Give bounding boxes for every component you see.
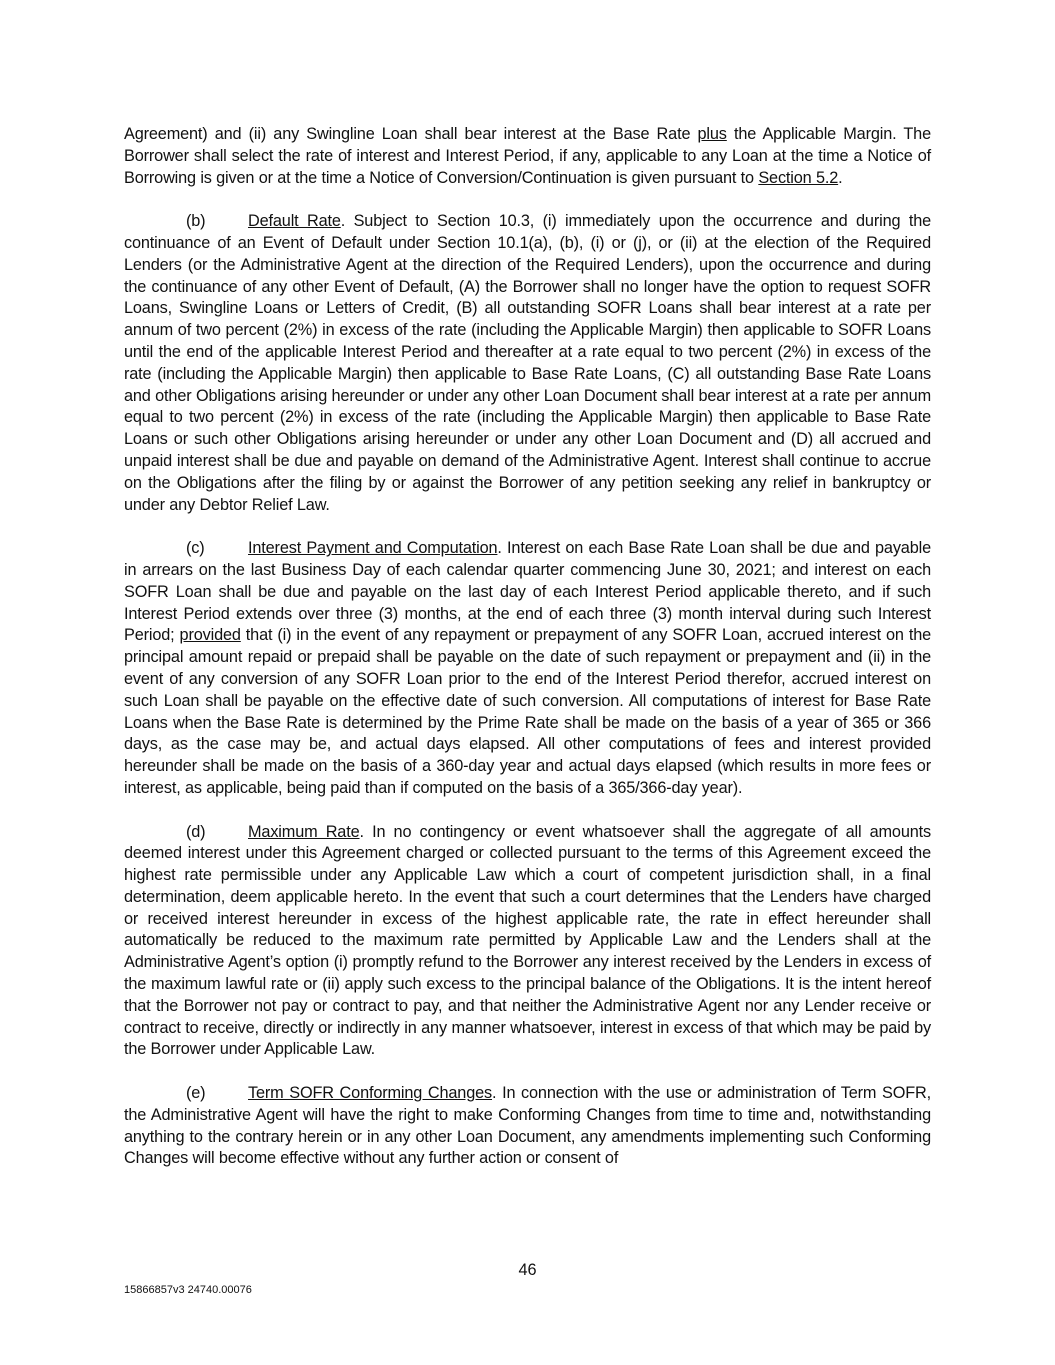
paragraph-c-interest-payment: (c) Interest Payment and Computation. Interest on each Base Rate Loan shall be due and payable in arrears on the last Business Day of each calendar quarter commencing June 30, 2021; and interest on each SOFR Loan shall be due and payable on the last day of each Interest Period applicable thereto, and if such Interest Period extends over three (3) months, at the end of each three (3) month interval during such Interest Period; provided that (i) in the event of any repayment or prepayment of any SOFR Loan, accrued interest on the principal amount repaid or prepaid shall be payable on the date of such repayment or prepayment and (ii) in the event of any conversion of any SOFR Loan prior to the end of the Interest Period therefor, accrued interest on such Loan shall be payable on the effective date of such conversion. All computations of interest for Base Rate Loans when the Base Rate is determined by the Prime Rate shall be made on the basis of a year of 365 or 366 days, as the case may be, and actual days elapsed. All other computations of fees and interest provided hereunder shall be made on the basis of a 360-day year and actual days elapsed (which results in more fees or interest, as applicable, being paid than if computed on the basis of a 365/366-day year). [124,539,932,797]
page-number: 46 [518,1261,537,1279]
paragraph-a-continuation: Agreement) and (ii) any Swingline Loan shall bear interest at the Base Rate plus the Applicable Margin. The Borrower shall select the rate of interest and Interest Period, if any, applicable to any Loan at the time a Notice of Borrowing is given or at the time a Notice of Conversion/Continuation is given pursuant to Section 5.2. [124,125,931,187]
paragraph-heading: Term SOFR Conforming Changes [248,1084,493,1103]
paragraph-heading: Interest Payment and Computation [248,539,498,558]
paragraph-d-maximum-rate: (d) Maximum Rate. In no contingency or event whatsoever shall the aggregate of all amounts deemed interest under this Agreement charged or collected pursuant to the terms of this Agreement exceed the highest rate permissible under any Applicable Law which a court of competent jurisdiction shall, in a final determination, deem applicable hereto. In the event that such a court determines that the Lenders have charged or received interest hereunder in excess of the highest applicable rate, the rate in effect hereunder shall automatically be reduced to the maximum rate permitted by Applicable Law and the Lenders shall at the Administrative Agent’s option (i) promptly refund to the Borrower any interest received by the Lenders in excess of the maximum lawful rate or (ii) apply such excess to the principal balance of the Obligations. It is the intent hereof that the Borrower not pay or contract to pay, and that neither the Administrative Agent nor any Lender receive or contract to receive, directly or indirectly in any manner whatsoever, interest in excess of that which may be paid by the Borrower under Applicable Law. [124,822,932,1059]
paragraph-label: (c) [186,539,205,558]
provided-term: provided [179,626,241,645]
document-id: 15866857v3 24740.00076 [124,1284,252,1296]
paragraph-heading: Maximum Rate [248,822,360,841]
paragraph-b-default-rate: (b) Default Rate. Subject to Section 10.3, (i) immediately upon the occurrence and during the continuance of an Event of Default under Section 10.1(a), (b), (i) or (j), or (ii) at the election of the Required Lenders (or the Administrative Agent at the direction of the Required Lenders), upon the occurrence and during the continuance of any other Event of Default, (A) the Borrower shall no longer have the option to request SOFR Loans, Swingline Loans or Letters of Credit, (B) all outstanding SOFR Loans shall bear interest at a rate per annum of two percent (2%) in excess of the rate (including the Applicable Margin) then applicable to SOFR Loans until the end of the applicable Interest Period and thereafter at a rate equal to two percent (2%) in excess of the rate (including the Applicable Margin) then applicable to Base Rate Loans, (C) all outstanding Base Rate Loans and other Obligations arising hereunder or under any other Loan Document shall bear interest at a rate per annum equal to two percent (2%) in excess of the rate (including the Applicable Margin) then applicable to Base Rate Loans or such other Obligations arising hereunder or under any other Loan Document and (D) all accrued and unpaid interest shall be due and payable on demand of the Administrative Agent. Interest shall continue to accrue on the Obligations after the filing by or against the Borrower of any petition seeking any relief in bankruptcy or under any Debtor Relief Law. [124,212,931,514]
paragraph-e-conforming-changes: (e) Term SOFR Conforming Changes. In connection with the use or administration of Term SOFR, the Administrative Agent will have the right to make Conforming Changes from time to time and, notwithstanding anything to the contrary herein or in any other Loan Document, any amendments implementing such Conforming Changes will become effective without any further action or consent of [124,1084,931,1168]
body-text [124,124,931,1192]
paragraph-label: (d) [186,822,206,841]
paragraph-label: (e) [186,1084,206,1103]
section-reference: Section 5.2 [758,168,839,187]
paragraph-heading: Default Rate [248,212,341,231]
paragraph-label: (b) [186,212,206,231]
plus-term: plus [697,125,727,143]
